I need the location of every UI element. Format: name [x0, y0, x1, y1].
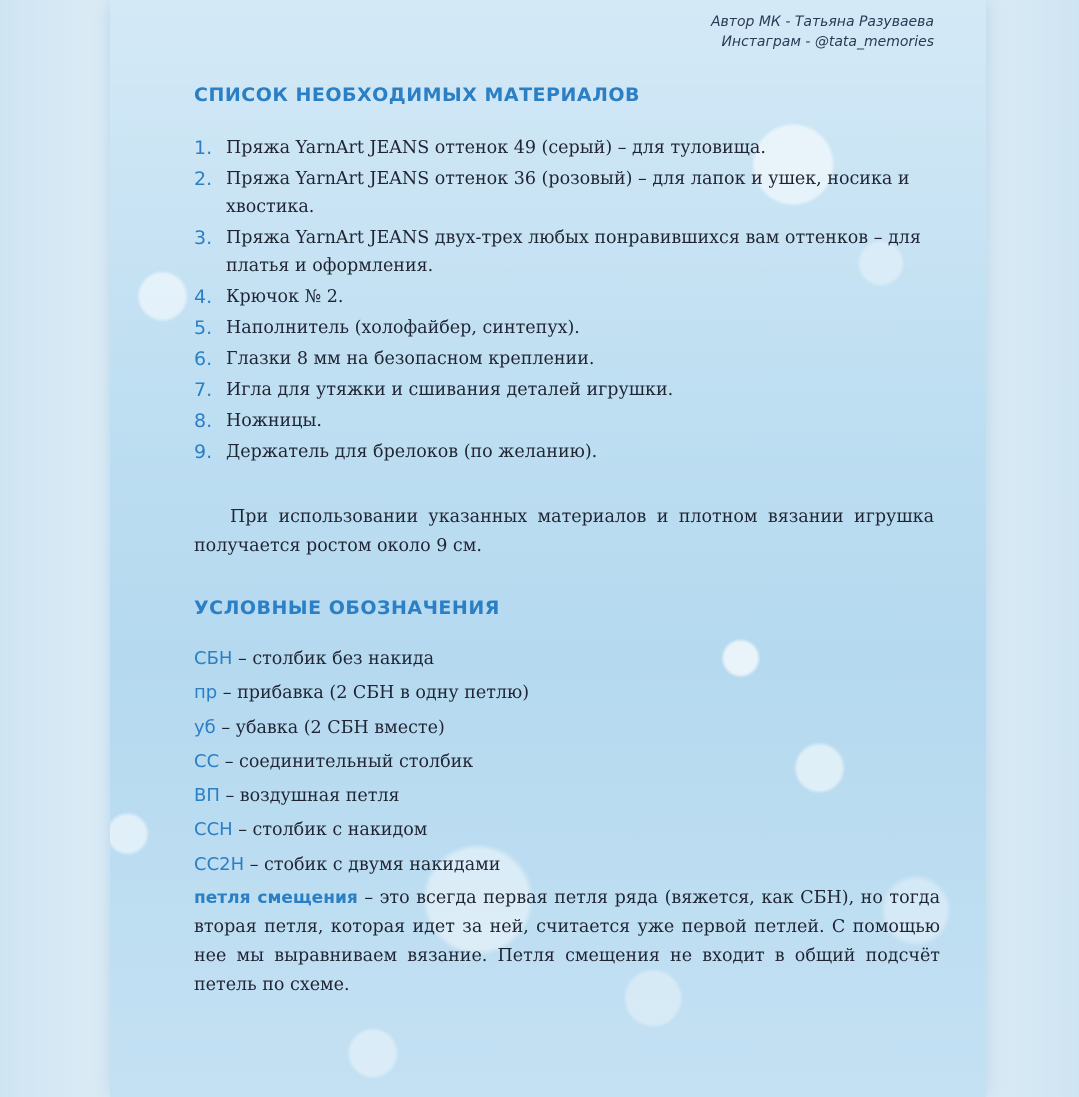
legend-abbr: петля смещения	[194, 888, 358, 909]
legend-item	[194, 815, 940, 845]
list-item	[194, 438, 954, 466]
legend-text: – прибавка (2 СБН в одну петлю)	[217, 683, 530, 704]
item-text: Глазки 8 мм на безопасном креплении.	[226, 349, 595, 369]
legend-text: – стобик с двумя накидами	[244, 854, 501, 875]
item-number: 5.	[194, 317, 213, 339]
item-text: Ножницы.	[226, 411, 322, 431]
item-number: 7.	[194, 379, 213, 401]
legend-abbr: СС	[194, 750, 220, 772]
legend-item	[194, 781, 940, 811]
list-item	[194, 165, 954, 221]
item-number: 6.	[194, 348, 213, 370]
document-page	[110, 0, 986, 1097]
item-number: 4.	[194, 286, 213, 308]
legend-item-offset-loop	[194, 884, 940, 1000]
legend-item	[194, 678, 940, 708]
item-text: Крючок № 2.	[226, 287, 344, 307]
author-instagram: Инстаграм - @tata_memories	[721, 34, 934, 50]
legend-abbr: ВП	[194, 785, 220, 807]
materials-list	[194, 134, 954, 469]
item-number: 1.	[194, 137, 213, 159]
legend-abbr: уб	[194, 716, 216, 738]
legend-text: – это всегда первая петля ряда (вяжется, как СБН), но тогда вторая петля, которая идет за ней, считается уже первой петлей. С помощью нее мы выравниваем вязание. Петля смещения не входит в общий подсчёт петель по схеме.	[194, 888, 941, 996]
item-text: Пряжа YarnArt JEANS двух-трех любых понравившихся вам оттенков – для платья и оформления.	[226, 228, 921, 276]
item-text: Игла для утяжки и сшивания деталей игрушки.	[226, 380, 674, 400]
legend-heading: УСЛОВНЫЕ ОБОЗНАЧЕНИЯ	[194, 597, 500, 619]
list-item	[194, 314, 954, 342]
legend-text: – убавка (2 СБН вместе)	[215, 717, 445, 738]
materials-heading: СПИСОК НЕОБХОДИМЫХ МАТЕРИАЛОВ	[194, 84, 640, 106]
legend-item	[194, 747, 940, 777]
list-item	[194, 407, 954, 435]
item-number: 3.	[194, 227, 213, 249]
legend-text: – столбик с накидом	[232, 820, 428, 841]
item-text: Держатель для брелоков (по желанию).	[226, 442, 598, 462]
legend-abbr: ССН	[194, 819, 233, 841]
item-number: 8.	[194, 410, 213, 432]
author-credit	[711, 12, 934, 52]
legend-item	[194, 713, 940, 743]
item-text: Пряжа YarnArt JEANS оттенок 49 (серый) – для туловища.	[226, 138, 766, 158]
list-item	[194, 134, 954, 162]
author-name: Автор МК - Татьяна Разуваева	[710, 14, 934, 30]
list-item	[194, 376, 954, 404]
item-text: Наполнитель (холофайбер, синтепух).	[226, 318, 580, 338]
legend-item	[194, 644, 940, 674]
legend-text: – воздушная петля	[219, 786, 400, 807]
legend-abbr: СС2Н	[194, 853, 245, 875]
size-note: При использовании указанных материалов и плотном вязании игрушка получается ростом около 9 см.	[194, 507, 934, 556]
legend-list	[194, 644, 940, 1004]
list-item	[194, 283, 954, 311]
legend-abbr: пр	[194, 682, 218, 704]
legend-text: – столбик без накида	[232, 649, 435, 669]
item-number: 2.	[194, 168, 213, 190]
legend-item	[194, 850, 940, 880]
item-number: 9.	[194, 441, 213, 463]
legend-abbr: СБН	[194, 648, 233, 669]
legend-text: – соединительный столбик	[219, 751, 474, 772]
list-item	[194, 345, 954, 373]
list-item	[194, 224, 954, 280]
item-text: Пряжа YarnArt JEANS оттенок 36 (розовый) – для лапок и ушек, носика и хвостика.	[226, 169, 910, 217]
